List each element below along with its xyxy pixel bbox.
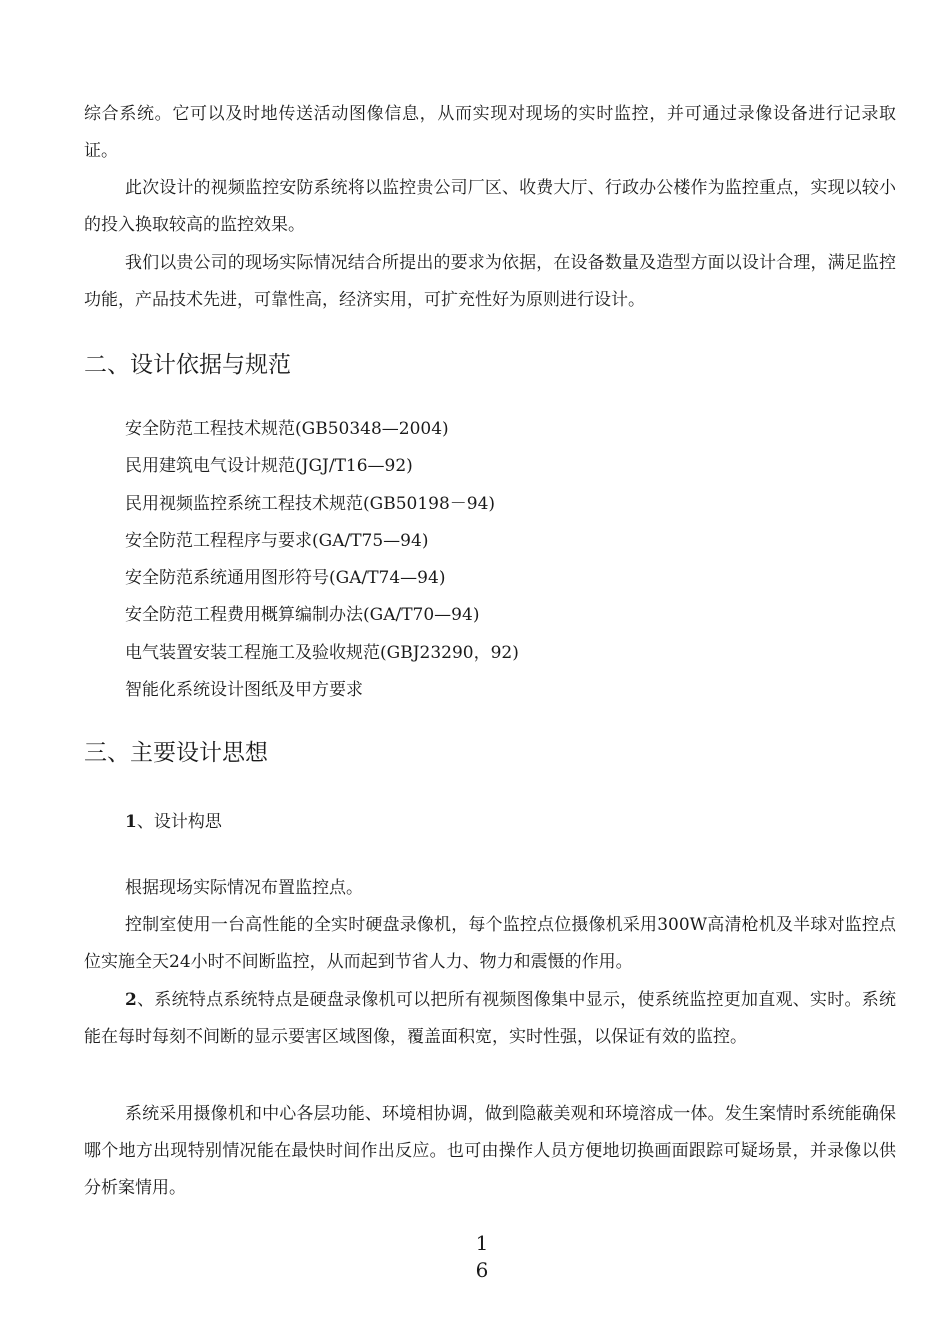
reference-list — [125, 411, 519, 709]
subheading-number: 2 — [125, 990, 137, 1010]
reference-item: 安全防范工程程序与要求(GA/T75—94) — [125, 530, 429, 551]
section-heading-basis: 二、设计依据与规范 — [84, 352, 291, 378]
page-number-top: 1 — [475, 1231, 489, 1255]
paragraph-control-room: 控制室使用一台高性能的全实时硬盘录像机，每个监控点位摄像机采用300W高清枪机及半球对监控点位实施全天24小时不间断监控，从而起到节省人力、物力和震慑的作用。 — [84, 915, 896, 972]
intro-paragraph-2: 此次设计的视频监控安防系统将以监控贵公司厂区、收费大厅、行政办公楼作为监控重点，实现以较小的投入换取较高的监控效果。 — [84, 178, 896, 235]
reference-item: 安全防范工程技术规范(GB50348—2004) — [125, 419, 449, 439]
paragraph-integration: 系统采用摄像机和中心各层功能、环境相协调，做到隐蔽美观和环境溶成一体。发生案情时系统能确保哪个地方出现特别情况能在最快时间作出反应。也可由操作人员方便地切换画面跟踪可疑场景，并录像以供分析案情用。 — [84, 1104, 896, 1198]
reference-item: 民用建筑电气设计规范(JGJ/T16—92) — [125, 456, 413, 477]
page-number-bottom: 6 — [475, 1258, 489, 1282]
paragraph-features — [84, 982, 896, 1056]
subheading-label: 、设计构思 — [136, 812, 222, 832]
paragraph-features-text: 、系统特点系统特点是硬盘录像机可以把所有视频图像集中显示，使系统监控更加直观、实时。系统能在每时每刻不间断的显示要害区域图像，覆盖面积宽，实时性强，以保证有效的监控。 — [84, 990, 896, 1047]
intro-paragraph-1: 综合系统。它可以及时地传送活动图像信息，从而实现对现场的实时监控，并可通过录像设备进行记录取证。 — [84, 104, 896, 161]
paragraph-layout: 根据现场实际情况布置监控点。 — [125, 878, 363, 898]
reference-item: 民用视频监控系统工程技术规范(GB50198－94) — [125, 493, 496, 514]
reference-item: 电气装置安装工程施工及验收规范(GBJ23290，92) — [125, 642, 519, 663]
section-heading-design: 三、主要设计思想 — [84, 740, 268, 766]
reference-item: 安全防范系统通用图形符号(GA/T74—94) — [125, 568, 446, 589]
reference-item: 智能化系统设计图纸及甲方要求 — [125, 680, 363, 701]
intro-paragraph-3: 我们以贵公司的现场实际情况结合所提出的要求为依据，在设备数量及造型方面以设计合理，满足监控功能，产品技术先进，可靠性高，经济实用，可扩充性好为原则进行设计。 — [84, 253, 896, 310]
subheading-concept — [125, 804, 222, 841]
subheading-number: 1 — [125, 812, 137, 832]
reference-item: 安全防范工程费用概算编制办法(GA/T70—94) — [125, 605, 480, 626]
page-number — [470, 1230, 494, 1284]
